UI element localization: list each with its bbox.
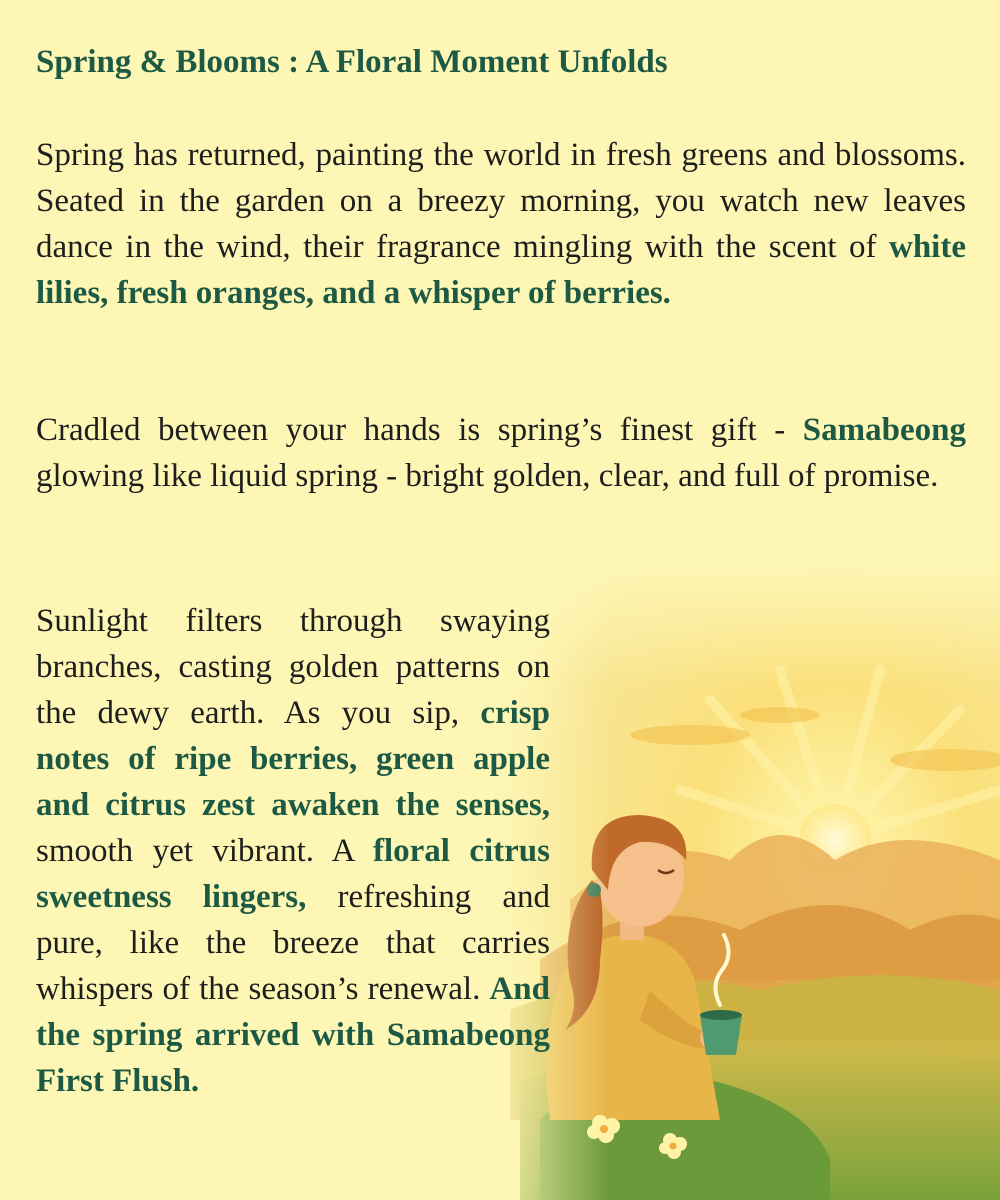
sweetness-highlight: floral citrus sweetness lingers, (36, 833, 550, 915)
tasting-notes-highlight: crisp notes of ripe berries, green apple and citrus zest awaken the senses, (36, 695, 550, 823)
paragraph-intro-text: Spring has returned, painting the world in fresh greens and blossoms. Seated in the garden on a breezy morning, you watch new leaves dance in the wind, their fragrance mingling with the scent of (36, 137, 966, 265)
paragraph-tasting-text-2: smooth yet vibrant. A (36, 833, 373, 869)
paragraph-gift-text-1: Cradled between your hands is spring’s finest gift - (36, 412, 803, 448)
paragraph-tasting-text-1: Sunlight filters through swaying branches, casting golden patterns on the dewy earth. As you sip, (36, 603, 550, 731)
paragraph-tasting-text-3: refreshing and pure, like the breeze that carries whispers of the season’s renewal. (36, 879, 551, 1007)
paragraph-tasting (36, 598, 550, 1104)
article-title: Spring & Blooms : A Floral Moment Unfolds (36, 44, 668, 80)
paragraph-intro (36, 132, 966, 316)
paragraph-gift (36, 407, 966, 499)
girl-with-tea-cup-sunrise-illustration (480, 560, 1000, 1200)
closing-highlight: And the spring arrived with Samabeong First Flush. (36, 971, 550, 1099)
tea-name-highlight: Samabeong (802, 412, 966, 448)
aroma-highlight: white lilies, fresh oranges, and a whisper of berries. (36, 229, 966, 311)
paragraph-gift-text-2: glowing like liquid spring - bright golden, clear, and full of promise. (36, 458, 939, 494)
